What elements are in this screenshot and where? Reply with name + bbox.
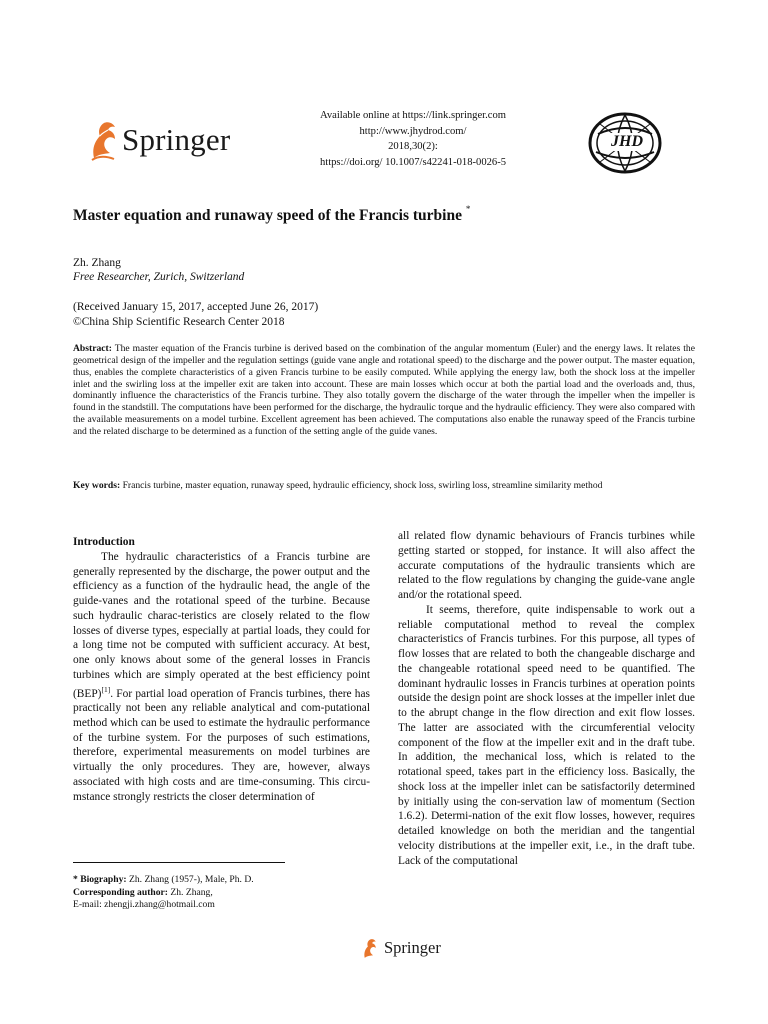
biography-label: * Biography: [73, 874, 127, 885]
footnote [73, 874, 373, 912]
springer-horse-icon [360, 938, 380, 960]
author-name: Zh. Zhang [73, 257, 121, 269]
footer-logo-text: Springer [384, 938, 441, 957]
footer-springer-logo [360, 938, 450, 960]
abstract-text: The master equation of the Francis turbine is derived based on the combination of the angular momentum (Euler) and the energy laws. It relates the geometrical design of the impeller and the regulation settings (guide vane angle and rotational speed) to the discharge and the power output. The master equation, thus, enables the complete characteristics of a given Francis turbine to be easily computed. While applying the energy law, both the shock loss at the impeller inlet and the swirling loss at the impeller exit are taken into account. These are main losses which occur at both the partial load and the overloads and, thus, dominantly influence the characteristics of the Francis turbine. They also totally govern the discharge of the water through the impeller when the impeller is found in the standstill. The computations have been performed for the discharge, the hydraulic torque and the hydraulic efficiency. They were also compared with the available measurements on a model turbine. Excellent agreement has been achieved. The computations also enable the runaway speed of the Francis turbine and the related discharge to be determined as a function of the setting angle of the guide vanes. [73, 343, 695, 437]
section-heading-introduction: Introduction [73, 536, 135, 548]
abstract-label: Abstract: [73, 343, 112, 354]
online-line-4[interactable]: https://doi.org/ 10.1007/s42241-018-0026-5 [319, 156, 507, 168]
paragraph-text: The hydraulic characteristics of a Francis turbine are generally represented by the discharge, the power output and the efficiency as a function of the hydraulic head, the angle of the guide-vanes and the rotational speed of the turbine. Because such hydraulic charac-teristics are closely related to the flow losses of diverse types, especially at partial loads, they could for a long time not be computed with sufficient accuracy. At best, one only knows about some of the general losses in Francis turbines which are simply operated at the best efficiency point (BEP) [73, 550, 370, 700]
paragraph: all related flow dynamic behaviours of Francis turbines while getting started or stopped, for instance. It will also affect the accurate computations of the hydraulic transients which are related to the flow regulations by changing the guide-vane angle and/or the rotational speed. [398, 530, 695, 601]
body-right-column [398, 529, 695, 868]
keywords [73, 480, 695, 492]
article-title [73, 206, 470, 225]
seal-text: JHD [611, 133, 643, 150]
abstract [73, 343, 695, 438]
online-line-3: 2018,30(2): [388, 141, 438, 152]
corresponding-label: Corresponding author: [73, 886, 168, 898]
corresponding-line [73, 887, 373, 900]
keywords-text: Francis turbine, master equation, runaway speed, hydraulic efficiency, shock loss, swirling loss, streamline similarity method [122, 480, 603, 491]
corresponding-text: Zh. Zhang, [170, 886, 213, 898]
springer-logo-text: Springer [122, 122, 231, 157]
biography-line [73, 874, 373, 887]
journal-info [288, 108, 538, 170]
author-affiliation: Free Researcher, Zurich, Switzerland [73, 271, 245, 283]
copyright-line: ©China Ship Scientific Research Center 2018 [73, 316, 285, 328]
title-footnote-mark[interactable]: * [465, 204, 471, 214]
received-dates [73, 300, 318, 330]
springer-horse-icon [88, 120, 120, 162]
article-title-text: Master equation and runaway speed of the Francis turbine [73, 207, 462, 225]
paragraph-text: . For partial load operation of Francis turbines, there has practically not been any reliable analytical and com-putational method which can be used to estimate the hydraulic performance of the turbine system. For the purposes of such estimations, therefore, experimental measurements on model turbines are virtually the only procedures. They are, however, always associated with high costs and are time-consuming. This circu-mstance strongly restricts the closer determination of [73, 687, 370, 803]
received-line: (Received January 15, 2017, accepted June 26, 2017) [73, 301, 319, 313]
body-left-column [73, 535, 370, 804]
paragraph [73, 550, 370, 805]
footnote-divider [73, 862, 285, 863]
email-line[interactable]: E-mail: zhengji.zhang@hotmail.com [73, 899, 215, 910]
online-line-2[interactable]: http://www.jhydrod.com/ [359, 125, 467, 137]
springer-logo [88, 118, 248, 168]
journal-seal [588, 112, 662, 174]
keywords-label: Key words: [73, 480, 121, 491]
paragraph: It seems, therefore, quite indispensable to work out a reliable computational method to reveal the complex characteristics of Francis turbines. For this purpose, all types of flow losses that are related to both the changeable discharge and the changeable rotational speed need to be quantified. The dominant hydraulic losses in Francis turbines at operation points outside the design point are shock losses at the impeller inlet due to the abrupt change in the flow direction and exit flow losses. The latter are associated with the circumferential velocity component of the flow at the impeller exit and in the draft tube. In addition, the mechanical loss, which is related to the rotational speed, takes part in the efficiency loss. Basically, the shock loss at the impeller inlet can be satisfactorily determined by initially using the con-servation law of momentum (Section 1.6.2). Determi-nation of the exit flow losses, however, requires detailed knowledge on both the meridian and the tangential velocity distributions at the impeller exit, i.e., in the draft tube. Lack of the computational [398, 603, 695, 867]
citation-ref[interactable]: [1] [101, 684, 111, 694]
biography-text: Zh. Zhang (1957-), Male, Ph. D. [128, 874, 254, 885]
online-line-1[interactable]: Available online at https://link.springer.com [319, 110, 507, 121]
